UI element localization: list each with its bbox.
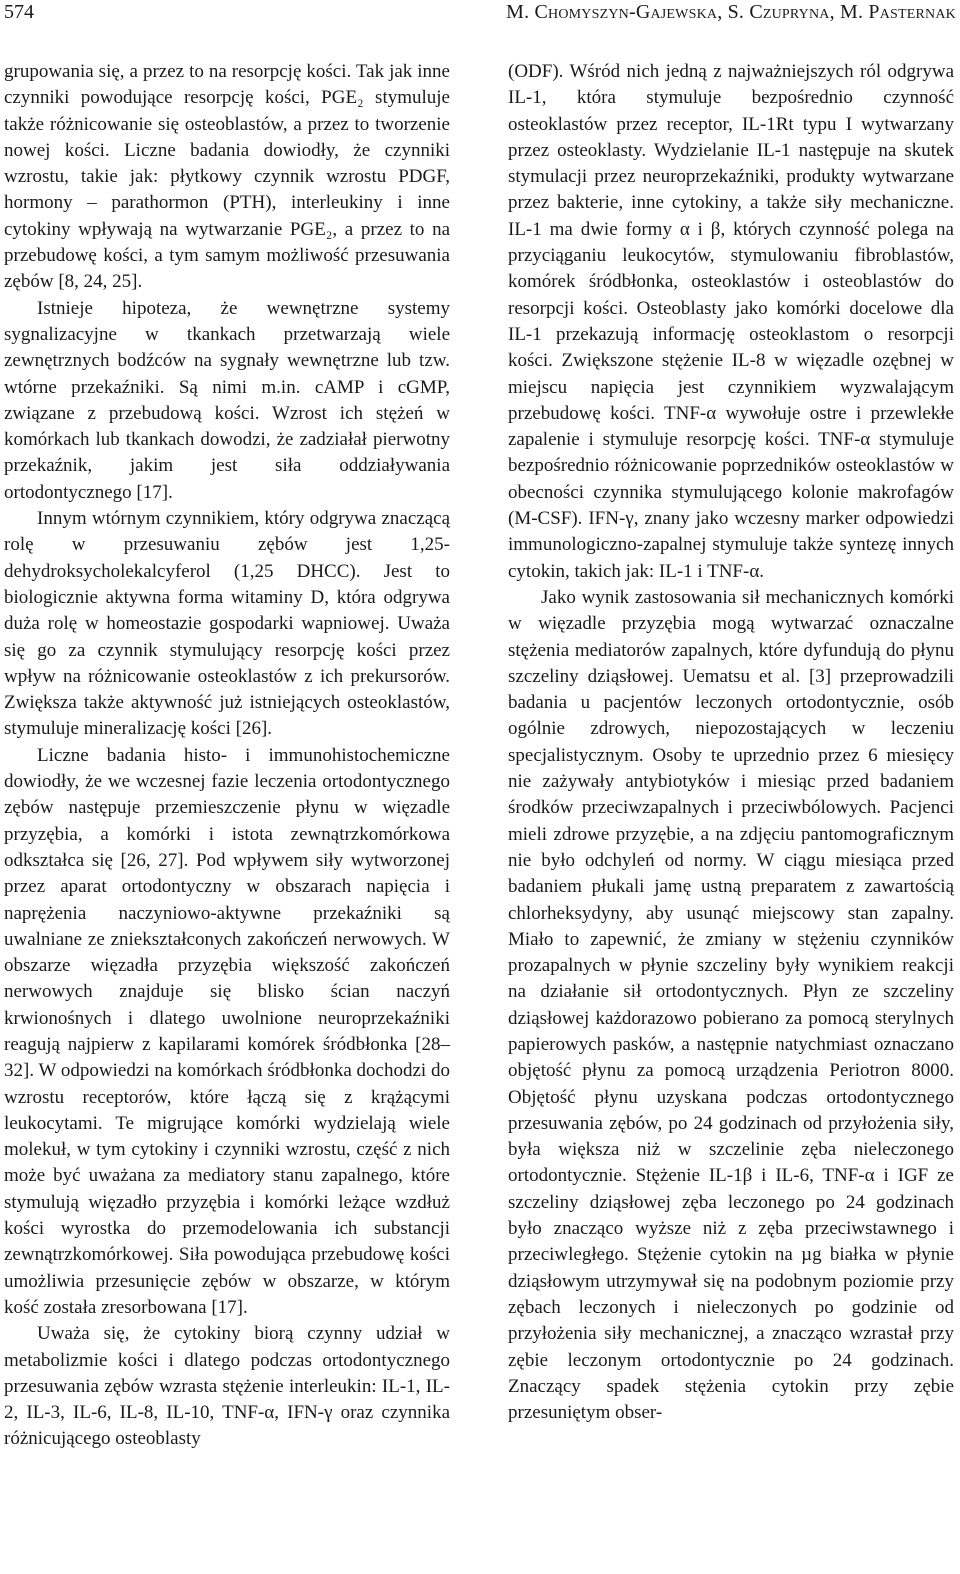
paragraph: grupowania się, a przez to na resorpcję kości. Tak jak inne czynniki powodujące resorpcję kości, PGE₂ stymuluje także różnicowanie się osteoblastów, a przez to tworzenie nowej kości. Liczne badania dowiodły, że czynniki wzrostu, takie jak: płytkowy czynnik wzrostu PDGF, hormony – parathormon (PTH), interleukiny i inne cytokiny wpływają na wytwarzanie PGE₂, a przez to na przebudowę kości, a tym samym możliwość przesuwania zębów [8, 24, 25]. [4, 61, 450, 293]
paragraph: (ODF). Wśród nich jedną z najważniejszych ról odgrywa IL-1, która stymuluje bezpośrednio czynność osteoklastów przez receptor, IL-1Rt typu I wytwarzany przez osteoklasty. Wydzielanie IL-1 następuje na skutek stymulacji przez neuroprzekaźniki, produkty wytwarzane przez bakterie, inne cytokiny, a także siły mechaniczne. IL-1 ma dwie formy α i β, których czynność polega na przyciąganiu leukocytów, stymulowaniu fibroblastów, komórek śródbłonka, osteoklastów i osteoblastów do resorpcji kości. Osteoblasty jako komórki docelowe dla IL-1 przekazują informację osteoklastom o resorpcji kości. Zwiększone stężenie IL-8 w więzadle ozębnej w miejscu napięcia jest czynnikiem wyzwalającym przebudowę kości. TNF-α wywołuje ostre i przewlekłe zapalenie i stymuluje resorpcję kości. TNF-α stymuluje bezpośrednio różnicowanie poprzedników osteoklastów w obecności czynnika stymulującego kolonie makrofagów (M-CSF). IFN-γ, znany jako wczesny marker odpowiedzi immunologiczno-zapalnej stymuluje także syntezę innych cytokin, takich jak: IL-1 i TNF-α. [508, 61, 954, 582]
paragraph: Liczne badania histo- i immunohistochemiczne dowiodły, że we wczesnej fazie leczenia ortodontycznego zębów następuje przemieszczenie płynu w więzadle przyzębia, a komórki i istota zewnątrzkomórkowa odkształca się [26, 27]. Pod wpływem siły wytworzonej przez aparat ortodontyczny w obszarach napięcia i naprężenia naczyniowo-aktywne przekaźniki są uwalniane ze zniekształconych zakończeń nerwowych. W obszarze więzadła przyzębia większość zakończeń nerwowych znajduje się blisko ścian naczyń krwionośnych i dlatego uwolnione neuroprzekaźniki reagują najpierw z kapilarami komórek śródbłonka [28–32]. W odpowiedzi na komórkach śródbłonka dochodzi do wzrostu receptorów, które łączą się z krążącymi leukocytami. Te migrujące komórki wydzielają wiele molekuł, w tym cytokiny i czynniki wzrostu, część z nich może być uważana za mediatory stanu zapalnego, które stymulują więzadło przyzębia i komórki leżące wzdłuż kości wyrostka do przemodelowania ich substancji zewnątrzkomórkowej. Siła powodująca przebudowę kości umożliwia przesunięcie zębów w obszarze, w którym kość została zresorbowana [17]. [4, 744, 450, 1318]
running-head-authors: M. Chomyszyn-Gajewska, S. Czupryna, M. Pasternak [506, 1, 956, 23]
right-column [508, 59, 954, 1426]
paragraph: Uważa się, że cytokiny biorą czynny udział w metabolizmie kości i dlatego podczas ortodontycznego przesuwania zębów wzrasta stężenie interleukin: IL-1, IL-2, IL-3, IL-6, IL-8, IL-10, TNF-α, IFN-γ oraz czynnika różnicującego osteoblasty [4, 1323, 450, 1450]
page-header [0, 0, 960, 30]
left-column [4, 59, 450, 1453]
paragraph: Istnieje hipoteza, że wewnętrzne systemy sygnalizacyjne w tkankach przetwarzają wiele zewnętrznych bodźców na sygnały wewnętrzne lub tzw. wtórne przekaźniki. Są nimi m.in. cAMP i cGMP, związane z przebudową kości. Wzrost ich stężeń w komórkach lub tkankach dowodzi, że zadziałał pierwotny przekaźnik, jakim jest siła oddziaływania ortodontycznego [17]. [4, 297, 450, 503]
page-number: 574 [4, 1, 34, 23]
paragraph: Innym wtórnym czynnikiem, który odgrywa znaczącą rolę w przesuwaniu zębów jest 1,25-dehydroksycholekalcyferol (1,25 DHCC). Jest to biologicznie aktywna forma witaminy D, która odgrywa duża rolę w homeostazie gospodarki wapniowej. Uważa się go za czynnik stymulujący resorpcję kości przez wpływ na różnicowanie osteoklastów z ich prekursorów. Zwiększa także aktywność już istniejących osteoklastów, stymuluje mineralizację kości [26]. [4, 508, 450, 740]
paragraph: Jako wynik zastosowania sił mechanicznych komórki w więzadle przyzębia mogą wytwarzać oznaczalne stężenia mediatorów zapalnych, które dyfundują do płynu szczeliny dziąsłowej. Uematsu et al. [3] przeprowadzili badania u pacjentów leczonych ortodontycznie, osób ogólnie zdrowych, niepozostających w leczeniu specjalistycznym. Osoby te uprzednio przez 6 miesięcy nie zażywały antybiotyków i miesiąc przed badaniem środków przeciwzapalnych i przeciwbólowych. Pacjenci mieli zdrowe przyzębie, a na zdjęciu pantomograficznym nie było odchyleń od normy. W ciągu miesiąca przed badaniem płukali jamę ustną preparatem z zawartością chlorheksydyny, aby usunąć miejscowy stan zapalny. Miało to zapewnić, że zmiany w stężeniu czynników prozapalnych w płynie szczeliny były wynikiem reakcji na działanie sił ortodontycznych. Płyn ze szczeliny dziąsłowej każdorazowo pobierano za pomocą sterylnych papierowych pasków, a następnie natychmiast oznaczano objętość płynu za pomocą urządzenia Periotron 8000. Objętość płynu uzyskana podczas ortodontycznego przesuwania zębów, po 24 godzinach od przyłożenia siły, była większa niż w szczelinie zęba nieleczonego ortodontycznie. Stężenie IL-1β i IL-6, TNF-α i IGF ze szczeliny dziąsłowej zęba leczonego po 24 godzinach było znacząco wyższe niż z zęba przeciwstawnego i przeciwległego. Stężenie cytokin na µg białka w płynie dziąsłowym utrzymywał się na podobnym poziomie przy zębach leczonych i nieleczonych po godzinie od przyłożenia siły mechanicznej, a znacząco wzrastał przy zębie leczonym ortodontycznie po 24 godzinach. Znaczący spadek stężenia cytokin przy zębie przesuniętym obser- [508, 586, 954, 1424]
